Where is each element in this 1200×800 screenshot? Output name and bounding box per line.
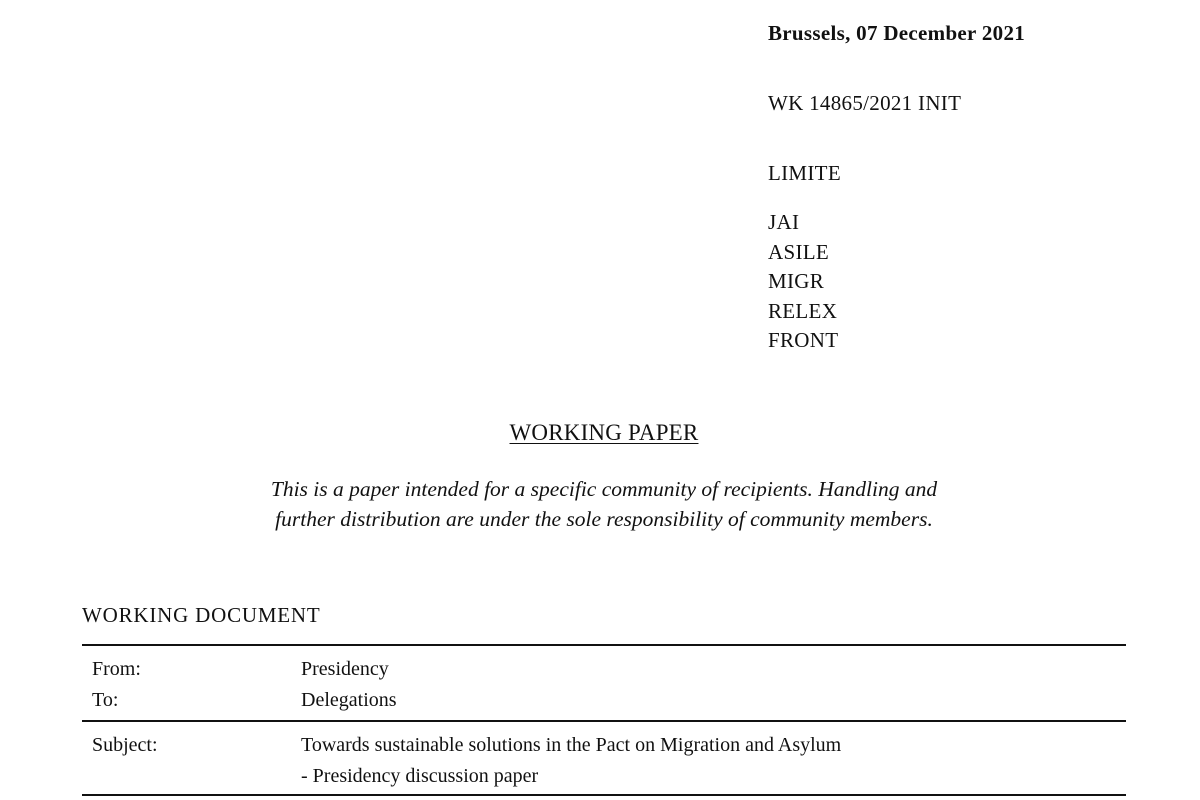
subject-code: MIGR xyxy=(768,269,825,293)
subject-code: JAI xyxy=(768,210,800,234)
subject-line: - Presidency discussion paper xyxy=(301,765,539,787)
subject-code: RELEX xyxy=(768,298,838,323)
subject-code: ASILE xyxy=(768,239,829,264)
to-label: To: xyxy=(92,689,119,711)
subject-codes xyxy=(768,208,1168,356)
from-label: From: xyxy=(92,658,141,680)
classification-marking: LIMITE xyxy=(768,161,841,185)
from-value: Presidency xyxy=(301,658,389,680)
document-metadata-table xyxy=(82,644,1126,796)
document-reference: WK 14865/2021 INIT xyxy=(768,91,962,115)
distribution-note-line: further distribution are under the sole responsibility of community members. xyxy=(275,507,933,531)
subject-code: FRONT xyxy=(768,328,839,352)
document-type-heading: WORKING DOCUMENT xyxy=(82,603,321,627)
working-paper-title: WORKING PAPER xyxy=(509,420,699,445)
document-date: Brussels, 07 December 2021 xyxy=(768,21,1026,45)
distribution-note xyxy=(0,474,1200,534)
to-value: Delegations xyxy=(301,689,397,711)
subject-row xyxy=(82,722,1126,796)
from-to-row xyxy=(82,646,1126,722)
document-header xyxy=(768,18,1168,356)
subject-label: Subject: xyxy=(92,734,158,756)
subject-line: Towards sustainable solutions in the Pact on Migration and Asylum xyxy=(301,734,842,756)
distribution-note-line: This is a paper intended for a specific community of recipients. Handling and xyxy=(270,477,938,501)
